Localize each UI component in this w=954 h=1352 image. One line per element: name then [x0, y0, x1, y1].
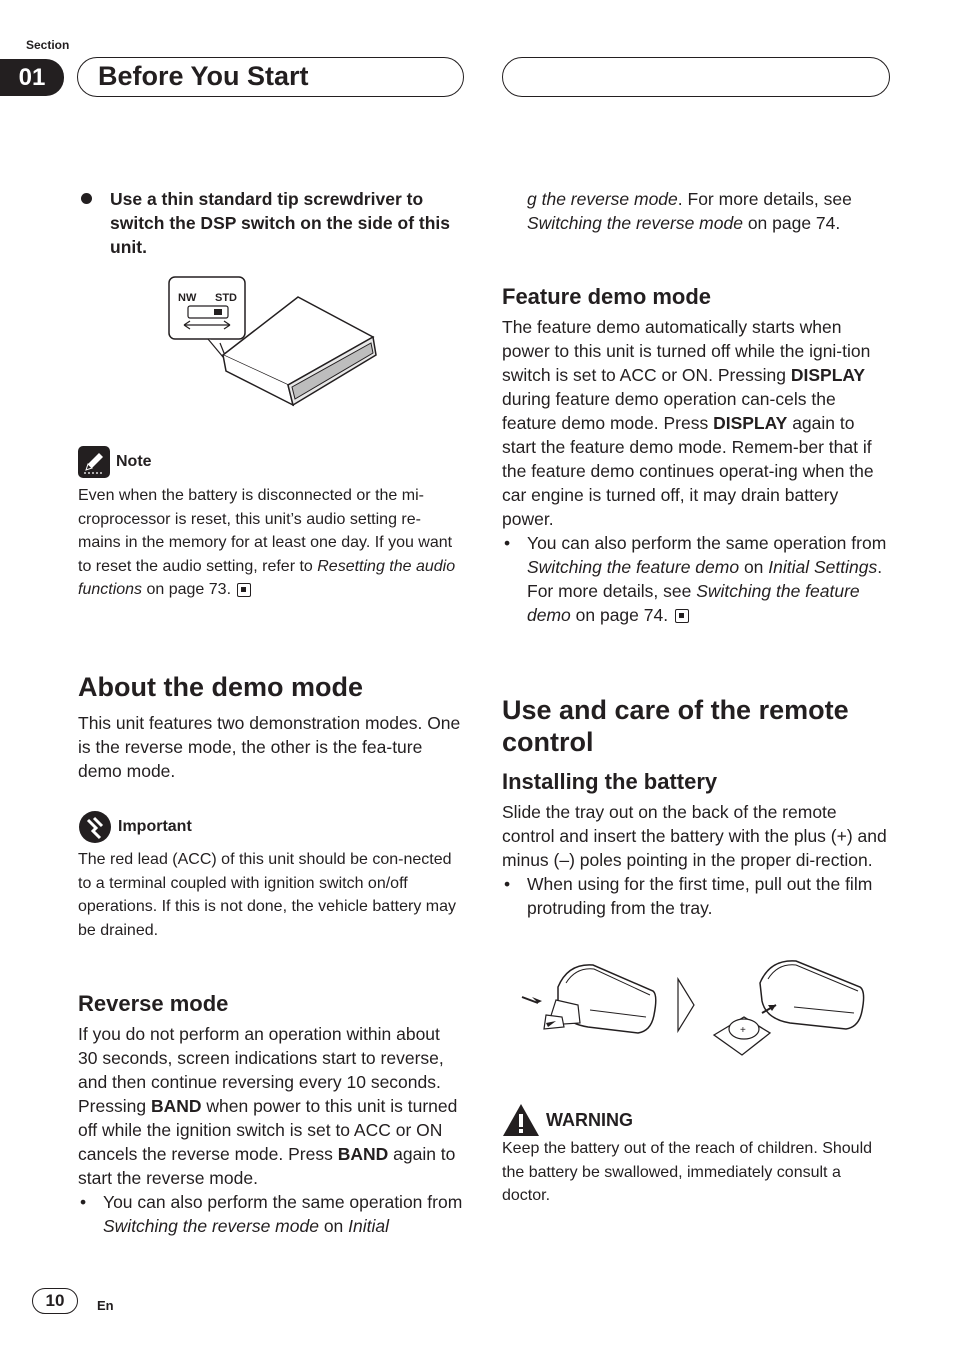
note-pencil-icon [78, 446, 110, 478]
installing-battery-text: Slide the tray out on the back of the remote control and insert the battery with the plus (+) and minus (–) poles pointing in the proper di-rection. [502, 802, 887, 870]
nw-label: NW [178, 292, 197, 304]
page-title: Before You Start [98, 61, 309, 91]
warning-triangle-icon [502, 1103, 540, 1137]
next-step-arrow-icon [678, 979, 694, 1031]
std-label: STD [215, 292, 237, 304]
demo-mode-section [78, 671, 463, 783]
reverse-mode-bullet: • You can also perform the same operation from Switching the reverse mode on Initial [80, 1192, 463, 1236]
screwdriver-instruction-text: Use a thin standard tip screwdriver to switch the DSP switch on the side of this unit. [110, 189, 451, 257]
end-mark-icon [237, 583, 251, 597]
section-number-badge: 01 [0, 59, 64, 96]
important-icon [78, 810, 112, 844]
installing-battery-bullet: • When using for the first time, pull out the film protruding from the tray. [504, 874, 873, 918]
end-mark-icon [675, 609, 689, 623]
feature-demo-heading: Feature demo mode [502, 284, 712, 309]
installing-battery-heading: Installing the battery [502, 769, 718, 794]
remote-control-section [502, 694, 892, 920]
demo-mode-heading: About the demo mode [78, 672, 363, 702]
remote-battery-illustration [518, 955, 874, 1065]
display-key: DISPLAY [713, 413, 788, 433]
language-label: En [97, 1298, 114, 1313]
remote-control-heading: Use and care of the remote control [502, 695, 849, 757]
remote-inserting-battery [714, 961, 864, 1055]
warning-label: WARNING [546, 1109, 633, 1130]
important-label: Important [118, 818, 192, 835]
note-block [78, 446, 463, 602]
page-number: 10 [32, 1288, 78, 1314]
screwdriver-instruction [78, 187, 458, 259]
empty-title-frame [502, 57, 890, 97]
demo-mode-text: This unit features two demonstration modes. One is the reverse mode, the other is the fea-ture demo mode. [78, 713, 461, 781]
important-text: The red lead (ACC) of this unit should be con-nected to a terminal coupled with ignition switch on/off operations. If this is not done, the vehicle battery may be drained. [78, 851, 456, 939]
warning-text: Keep the battery out of the reach of children. Should the battery be swallowed, immediately consult a doctor. [502, 1140, 873, 1205]
reverse-mode-heading: Reverse mode [78, 991, 229, 1016]
note-label: Note [116, 453, 152, 470]
warning-block [502, 1103, 892, 1208]
feature-demo-section [502, 283, 892, 627]
dsp-switch-illustration [168, 275, 380, 415]
remote-pulling-tray [522, 965, 656, 1033]
note-reference: Resetting the audio functions [78, 557, 456, 599]
note-text: Even when the battery is disconnected or the mi-croprocessor is reset, this unit’s audio setting re-mains in the memory for at least one day. If you want to reset the audio setting, refer to Resetting the audio functions on page 73. [78, 487, 456, 599]
display-key: DISPLAY [790, 365, 866, 385]
svg-text:+: + [740, 1025, 746, 1036]
feature-demo-bullet: • You can also perform the same operation from Switching the feature demo on Initial Settings. For more details, see Switching the feature demo on page 74. [504, 533, 887, 625]
important-block [78, 810, 463, 942]
reverse-mode-text: If you do not perform an operation within about 30 seconds, screen indications start to reverse, and then continue reversing every 10 seconds. Pressing BAND when power to this unit is turned off while the ignition switch is set to ACC or ON cancels the reverse mode. Press BAND again to start the reverse mode. [78, 1024, 458, 1188]
reverse-mode-section [78, 990, 463, 1238]
bullet-dot-icon [78, 187, 110, 211]
feature-demo-text: The feature demo automatically starts when power to this unit is turned off while the igni-tion switch is set to ACC or ON. Pressing DISPLAY during feature demo operation can-cels the feature demo mode. Press DISPLAY again to start the feature demo mode. Remem-ber that if the feature demo continues operat-ing when the car engine is turned off, it may drain battery power. [502, 317, 874, 529]
switch-knob [214, 309, 222, 315]
section-label: Section [26, 38, 70, 52]
band-key: BAND [150, 1096, 202, 1116]
band-key: BAND [337, 1144, 389, 1164]
continued-text: g the reverse mode. For more details, see Switching the reverse mode on page 74. [527, 189, 852, 233]
